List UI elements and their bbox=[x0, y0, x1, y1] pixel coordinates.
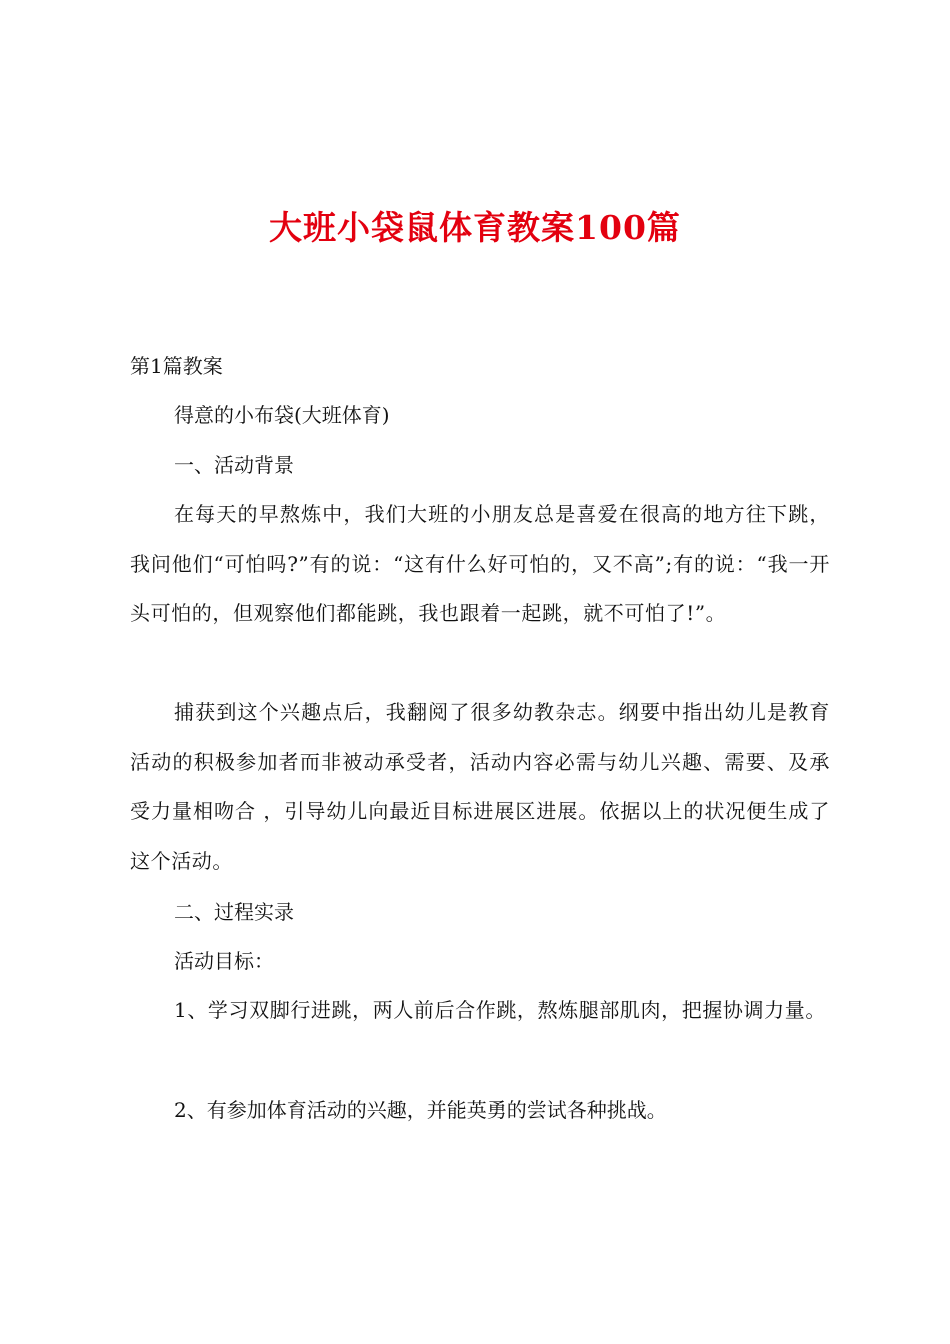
goals-label: 活动目标： bbox=[174, 949, 274, 973]
paragraph-background-1: 在每天的早熬炼中，我们大班的小朋友总是喜爱在很高的地方往下跳，我问他们“可怕吗?”有的说：“这有什么好可怕的，又不高”;有的说：“我一开头可怕的，但观察他们都能跳，我也跟着一起跳，就不可怕了!”。 bbox=[130, 502, 830, 625]
goal-item-2: 2、有参加体育活动的兴趣，并能英勇的尝试各种挑战。 bbox=[174, 1098, 667, 1122]
goal-item-1: 1、学习双脚行进跳，两人前后合作跳，熬炼腿部肌肉，把握协调力量。 bbox=[174, 998, 826, 1022]
heading-process: 二、过程实录 bbox=[174, 900, 294, 924]
lesson-subtitle: 得意的小布袋(大班体育) bbox=[174, 403, 390, 427]
paragraph-background-2: 捕获到这个兴趣点后，我翻阅了很多幼教杂志。纲要中指出幼儿是教育活动的积极参加者而非被动承受者，活动内容必需与幼儿兴趣、需要、及承受力量相吻合 ，引导幼儿向最近目标进展区进展。依据以上的状况便生成了这个活动。 bbox=[130, 700, 830, 873]
section-label: 第1篇教案 bbox=[130, 354, 223, 378]
heading-background: 一、活动背景 bbox=[174, 453, 294, 477]
document-title: 大班小袋鼠体育教案100篇 bbox=[269, 208, 681, 247]
